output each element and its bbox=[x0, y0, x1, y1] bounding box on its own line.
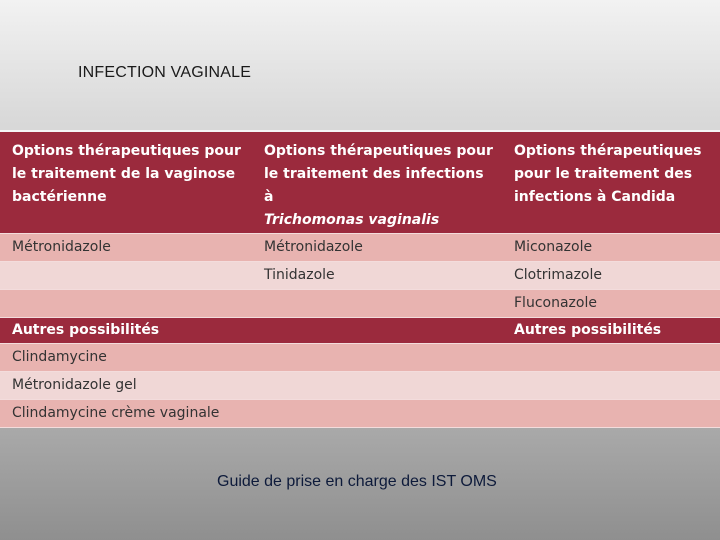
table-cell bbox=[252, 344, 502, 371]
table-cell: Métronidazole gel bbox=[12, 377, 137, 393]
table-cell bbox=[502, 344, 720, 371]
header-line: Options thérapeutiques bbox=[514, 143, 702, 159]
table-cell bbox=[0, 290, 252, 317]
table-cell: Miconazole bbox=[514, 239, 593, 255]
header-cell-trichomonas bbox=[252, 140, 502, 232]
table-cell: Métronidazole bbox=[12, 239, 111, 255]
slide-title: INFECTION VAGINALE bbox=[78, 64, 252, 81]
table-cell bbox=[252, 290, 502, 317]
table-row bbox=[0, 234, 720, 262]
table-cell bbox=[502, 400, 720, 427]
table-cell: Clindamycine bbox=[12, 349, 107, 365]
header-line: le traitement des infections à bbox=[264, 166, 484, 205]
table-cell: Clindamycine crème vaginale bbox=[12, 405, 220, 421]
table-cell: Fluconazole bbox=[514, 295, 597, 311]
slide-footer-source: Guide de prise en charge des IST OMS bbox=[217, 473, 497, 490]
subheader-cell bbox=[252, 318, 502, 343]
table-cell bbox=[0, 262, 252, 289]
table-cell: Métronidazole bbox=[264, 239, 363, 255]
table-cell bbox=[502, 372, 720, 399]
header-line: infections à Candida bbox=[514, 189, 676, 205]
table-subheader-row bbox=[0, 318, 720, 344]
treatment-options-table bbox=[0, 132, 720, 428]
table-cell: Tinidazole bbox=[264, 267, 335, 283]
header-line: pour le traitement des bbox=[514, 166, 693, 182]
header-line: Options thérapeutiques pour bbox=[264, 143, 493, 159]
table-row bbox=[0, 344, 720, 372]
header-line: Trichomonas vaginalis bbox=[264, 212, 440, 228]
table-cell: Clotrimazole bbox=[514, 267, 602, 283]
header-line: Options thérapeutiques pour bbox=[12, 143, 241, 159]
header-line: le traitement de la vaginose bbox=[12, 166, 236, 182]
table-row bbox=[0, 400, 720, 428]
table-cell bbox=[252, 400, 502, 427]
table-cell bbox=[252, 372, 502, 399]
header-cell-vaginose bbox=[0, 140, 252, 232]
header-line: bactérienne bbox=[12, 189, 107, 205]
table-row bbox=[0, 262, 720, 290]
header-cell-candida bbox=[502, 140, 720, 232]
table-row bbox=[0, 372, 720, 400]
table-header-row bbox=[0, 132, 720, 234]
subheader-cell: Autres possibilités bbox=[514, 322, 662, 338]
table-row bbox=[0, 290, 720, 318]
subheader-cell: Autres possibilités bbox=[12, 322, 160, 338]
